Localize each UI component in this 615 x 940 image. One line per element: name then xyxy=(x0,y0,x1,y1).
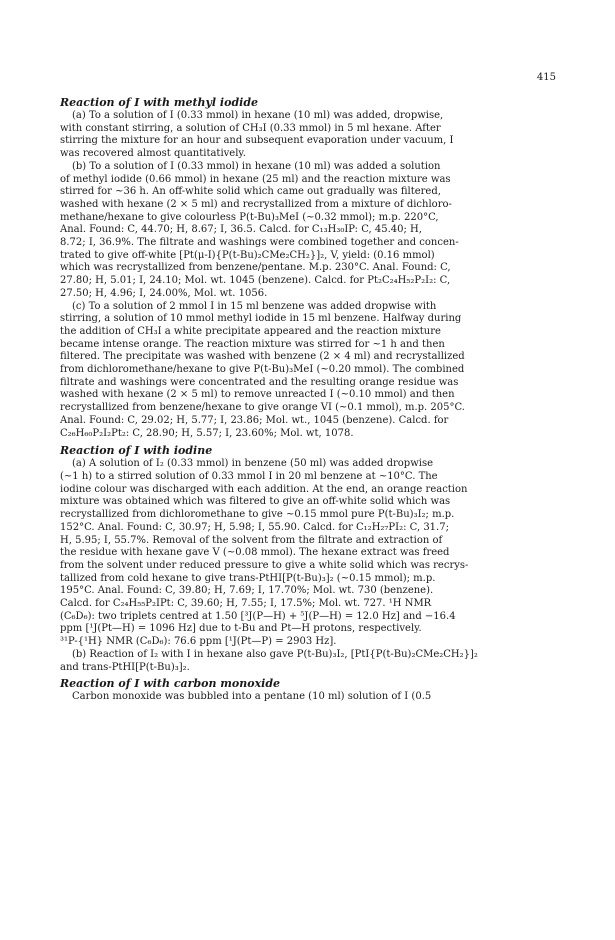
paragraph-iodine-b: (b) Reaction of I₂ with I in hexane also gave P(t-Bu)₃I₂, [PtI{P(t-Bu)₂CMe₂CH₂}]₂ and trans-PtHI[P(t-Bu)₃]₂. xyxy=(60,648,478,673)
page-number: 415 xyxy=(536,72,556,83)
paragraph-methyl-iodide-a: (a) To a solution of I (0.33 mmol) in hexane (10 ml) was added, dropwise, with constant stirring, a solution of CH₃I (0.33 mmol) in 5 ml hexane. After stirring the mixture for an hour and subsequent evaporation under vacuum, I was recovered almost quantitatively. xyxy=(60,110,454,160)
section-methyl-iodide xyxy=(60,96,560,440)
section-carbon-monoxide xyxy=(60,677,560,704)
section-heading: Reaction of I with iodine xyxy=(60,444,213,458)
paragraph-iodine-a: (a) A solution of I₂ (0.33 mmol) in benzene (50 ml) was added dropwise (~1 h) to a stirred solution of 0.33 mmol I in 20 ml benzene at ~10°C. The iodine colour was discharged with each addition. At the end, an orange reaction mixture was obtained which was filtered to give an off-white solid which was recrystallized from dichloromethane to give ~0.15 mmol pure P(t-Bu)₃I₂; m.p. 152°C. Anal. Found: C, 30.97; H, 5.98; I, 55.90. Calcd. for C₁₂H₂₇PI₂: C, 31.7; H, 5.95; I, 55.7%. Removal of the solvent from the filtrate and extraction of the residue with hexane gave V (~0.08 mmol). The hexane extract was freed from the solvent under reduced pressure to give a white solid which was recrys- tallized from cold hexane to give trans-PtHI[P(t-Bu)₃]₂ (~0.15 mmol); m.p. 195°C. Anal. Found: C, 39.80; H, 7.69; I, 17.70%; Mol. wt. 730 (benzene). Calcd. for C₂₄H₅₅P₂IPt: C, 39.60; H, 7.55; I, 17.5%; Mol. wt. 727. ¹H NMR (C₆D₆): two triplets centred at 1.50 [³J(P—H) + ⁵J(P—H) = 12.0 Hz] and −16.4 ppm [¹J(Pt—H) = 1096 Hz] due to t-Bu and Pt—H protons, respectively. ³¹P-{¹H} NMR (C₆D₆): 76.6 ppm [¹J(Pt—P) = 2903 Hz]. xyxy=(60,458,469,648)
page-body xyxy=(60,96,560,704)
paragraph-methyl-iodide-c: (c) To a solution of 2 mmol I in 15 ml benzene was added dropwise with stirring, a solution of 10 mmol methyl iodide in 15 ml benzene. Halfway during the addition of CH₃I a white precipitate appeared and the reaction mixture became intense orange. The reaction mixture was stirred for ~1 h and then filtered. The precipitate was washed with benzene (2 × 4 ml) and recrystallized from dichloromethane/hexane to give P(t-Bu)₃MeI (~0.20 mmol). The combined filtrate and washings were concentrated and the resulting orange residue was washed with hexane (2 × 5 ml) to remove unreacted I (~0.10 mmol) and then recrystallized from benzene/hexane to give orange VI (~0.1 mmol), m.p. 205°C. Anal. Found: C, 29.02; H, 5.77; I, 23.86; Mol. wt., 1045 (benzene). Calcd. for C₂₆H₆₀P₂I₂Pt₂: C, 28.90; H, 5.57; I, 23.60%; Mol. wt, 1078. xyxy=(60,300,465,439)
paragraph-carbon-monoxide: Carbon monoxide was bubbled into a pentane (10 ml) solution of I (0.5 xyxy=(72,691,432,703)
section-iodine xyxy=(60,444,560,674)
section-heading: Reaction of I with methyl iodide xyxy=(60,96,259,109)
paragraph-methyl-iodide-b: (b) To a solution of I (0.33 mmol) in hexane (10 ml) was added a solution of methyl iodide (0.66 mmol) in hexane (25 ml) and the reaction mixture was stirred for ~36 h. An off-white solid which came out gradually was filtered, washed with hexane (2 × 5 ml) and recrystallized from a mixture of dichloro- methane/hexane to give colourless P(t-Bu)₃MeI (~0.32 mmol); m.p. 220°C, Anal. Found: C, 44.70; H, 8.67; I, 36.5. Calcd. for C₁₃H₃₀IP: C, 45.40; H, 8.72; I, 36.9%. The filtrate and washings were combined together and concen- trated to give off-white [Pt(μ-I){P(t-Bu)₂CMe₂CH₂}]₂, V, yield: (0.16 mmol) which was recrystallized from benzene/pentane. M.p. 230°C. Anal. Found: C, 27.80; H, 5.01; I, 24.10; Mol. wt. 1045 (benzene). Calcd. for Pt₂C₂₄H₅₂P₂I₂: C, 27.50; H, 4.96; I, 24.00%, Mol. wt. 1056. xyxy=(60,160,459,299)
section-heading: Reaction of I with carbon monoxide xyxy=(60,677,281,691)
